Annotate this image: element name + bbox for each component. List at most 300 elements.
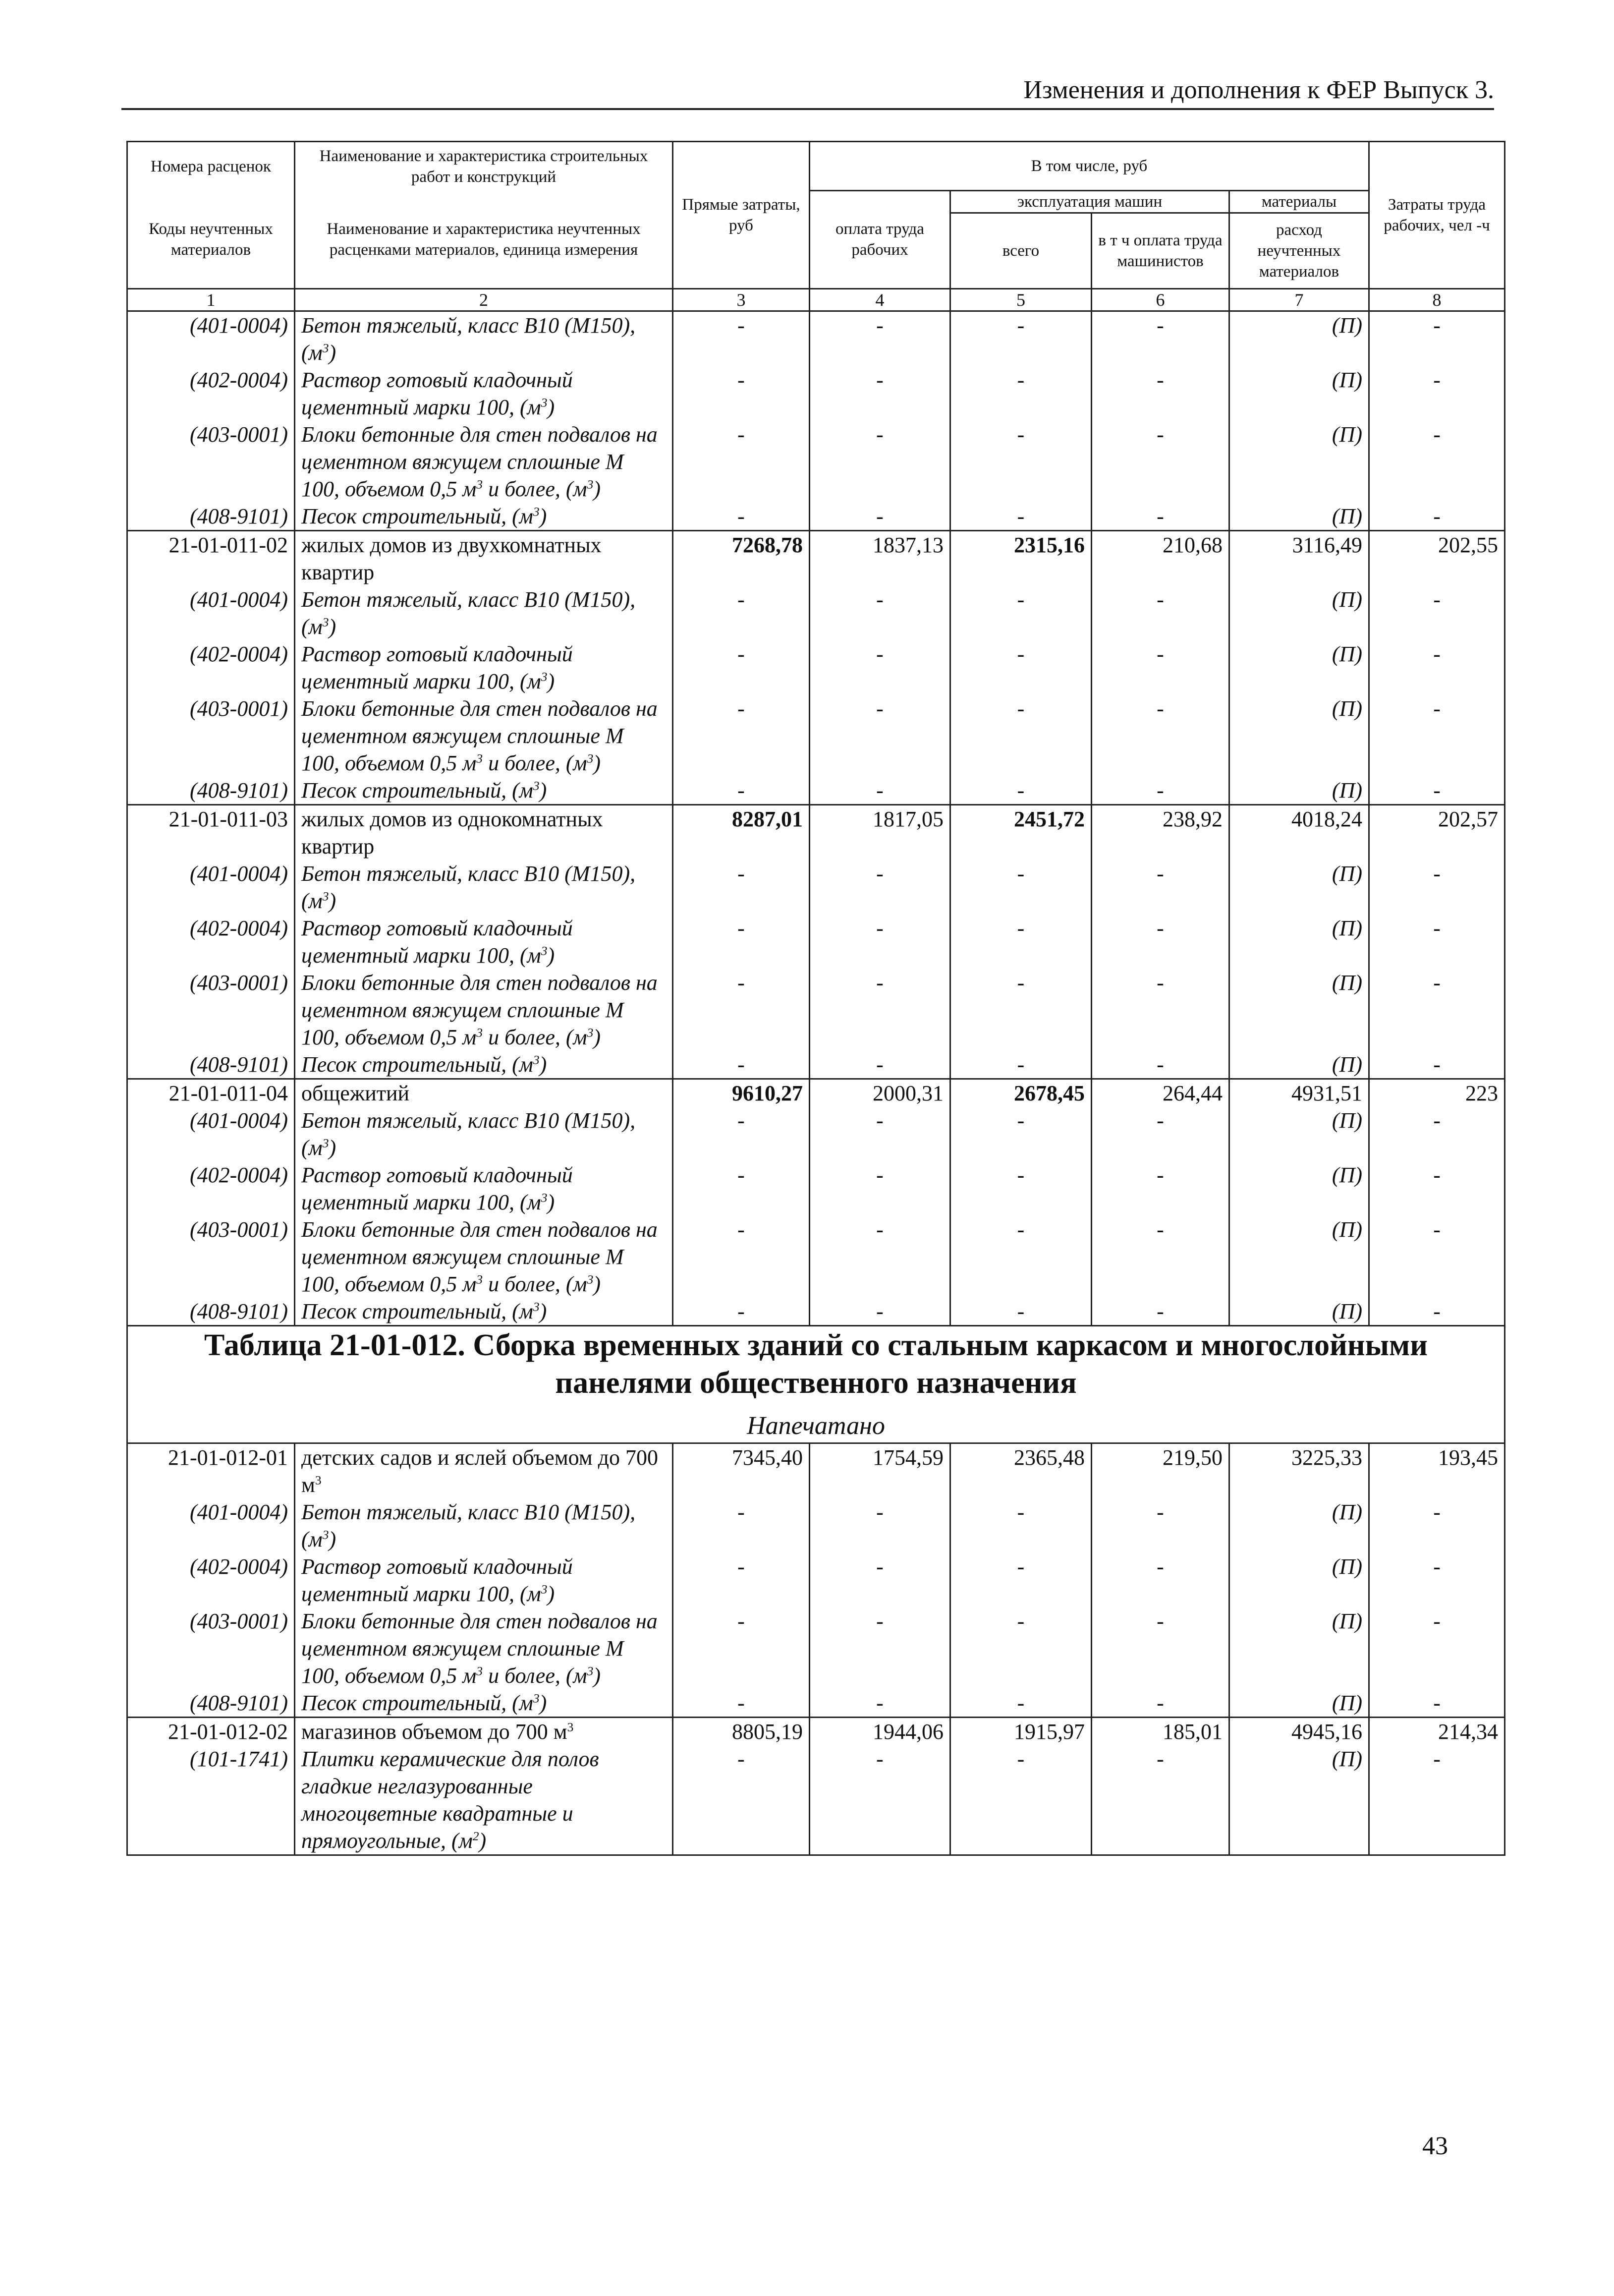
header-col8: Затраты труда рабочих, чел -ч — [1369, 142, 1505, 289]
empty-value-cell: - — [810, 1745, 950, 1855]
unaccounted-material-cell: (П) — [1229, 860, 1369, 915]
header-col3: Прямые затраты, руб — [673, 142, 810, 289]
unaccounted-material-cell: (П) — [1229, 1745, 1369, 1855]
text: и более, (м — [483, 1025, 587, 1049]
material-code: (401-0004) — [127, 1498, 295, 1553]
empty-value-cell: - — [810, 1216, 950, 1298]
material-name — [295, 503, 673, 531]
machinists-pay: 219,50 — [1092, 1443, 1229, 1499]
empty-value-cell: - — [950, 1689, 1092, 1718]
empty-value-cell: - — [810, 503, 950, 531]
unaccounted-material-cell: (П) — [1229, 586, 1369, 640]
empty-value-cell: - — [1369, 640, 1505, 695]
column-number: 2 — [295, 289, 673, 311]
text: Блоки бетонные для стен подвалов на цементном вяжущем сплошные М 100, объемом 0,5 м — [301, 971, 658, 1049]
empty-value-cell: - — [1092, 695, 1229, 777]
unaccounted-material-cell: (П) — [1229, 1051, 1369, 1079]
empty-value-cell: - — [950, 503, 1092, 531]
material-row — [127, 695, 1505, 777]
rate-code: 21-01-011-04 — [127, 1079, 295, 1107]
material-code: (401-0004) — [127, 860, 295, 915]
empty-value-cell: - — [673, 969, 810, 1051]
text: Песок строительный, (м — [301, 1299, 533, 1323]
text: и более, (м — [483, 477, 587, 501]
empty-value-cell: - — [1369, 1498, 1505, 1553]
header-col1-top: Номера расценок — [127, 142, 295, 191]
empty-value-cell: - — [1092, 1745, 1229, 1855]
empty-value-cell: - — [673, 1107, 810, 1161]
unaccounted-material-cell: (П) — [1229, 695, 1369, 777]
text: Бетон тяжелый, класс B10 (М150), (м — [301, 1108, 636, 1160]
text: Раствор готовый кладочный цементный марки 100, (м — [301, 1554, 573, 1606]
text: ) — [593, 751, 601, 775]
empty-value-cell: - — [950, 1216, 1092, 1298]
labor-pay: 1837,13 — [810, 531, 950, 586]
labor-pay: 1817,05 — [810, 805, 950, 861]
material-name — [295, 1107, 673, 1161]
text: ) — [547, 1582, 555, 1606]
empty-value-cell: - — [810, 1689, 950, 1718]
empty-value-cell: - — [1092, 1498, 1229, 1553]
empty-value-cell: - — [950, 1051, 1092, 1079]
header-col2-bottom: Наименование и характеристика неучтенных расценками материалов, единица измерения — [295, 190, 673, 289]
text: Блоки бетонные для стен подвалов на цементном вяжущем сплошные М 100, объемом 0,5 м — [301, 1609, 658, 1688]
machines-total: 2678,45 — [950, 1079, 1092, 1107]
unit-superscript: 3 — [476, 1272, 483, 1287]
empty-value-cell: - — [950, 695, 1092, 777]
empty-value-cell: - — [950, 366, 1092, 421]
unit-superscript: 3 — [322, 1527, 329, 1542]
material-code: (408-9101) — [127, 1051, 295, 1079]
text: общежитий — [301, 1081, 410, 1105]
text: Бетон тяжелый, класс B10 (М150), (м — [301, 313, 636, 365]
text: ) — [547, 1190, 555, 1214]
empty-value-cell: - — [1369, 1216, 1505, 1298]
column-number: 5 — [950, 289, 1092, 311]
rate-row — [127, 1443, 1505, 1499]
unaccounted-material-cell: (П) — [1229, 1498, 1369, 1553]
material-row — [127, 969, 1505, 1051]
empty-value-cell: - — [950, 1107, 1092, 1161]
material-code: (403-0001) — [127, 1216, 295, 1298]
empty-value-cell: - — [673, 695, 810, 777]
text: Песок строительный, (м — [301, 1052, 533, 1077]
unit-superscript: 3 — [476, 1025, 483, 1040]
material-row — [127, 860, 1505, 915]
machines-total: 1915,97 — [950, 1718, 1092, 1746]
material-code: (408-9101) — [127, 1298, 295, 1326]
header-group: В том числе, руб — [810, 142, 1369, 191]
empty-value-cell: - — [673, 421, 810, 503]
empty-value-cell: - — [1369, 1298, 1505, 1326]
direct-costs: 8805,19 — [673, 1718, 810, 1746]
unit-superscript: 3 — [533, 1691, 540, 1706]
material-name — [295, 421, 673, 503]
text: Песок строительный, (м — [301, 1691, 533, 1715]
unaccounted-material-cell: (П) — [1229, 969, 1369, 1051]
empty-value-cell: - — [1369, 1161, 1505, 1216]
empty-value-cell: - — [1092, 1553, 1229, 1607]
empty-value-cell: - — [1092, 860, 1229, 915]
material-name — [295, 640, 673, 695]
empty-value-cell: - — [673, 1051, 810, 1079]
material-code: (401-0004) — [127, 1107, 295, 1161]
empty-value-cell: - — [950, 1298, 1092, 1326]
empty-value-cell: - — [810, 695, 950, 777]
material-name — [295, 1051, 673, 1079]
text: ) — [329, 615, 336, 639]
unaccounted-material-cell: (П) — [1229, 503, 1369, 531]
empty-value-cell: - — [1369, 311, 1505, 367]
material-row — [127, 1689, 1505, 1718]
unit-superscript: 3 — [541, 943, 548, 958]
text: и более, (м — [483, 1272, 587, 1296]
material-row — [127, 777, 1505, 805]
text: ) — [539, 1691, 547, 1715]
unaccounted-material-cell: (П) — [1229, 421, 1369, 503]
header-col4: оплата труда рабочих — [810, 190, 950, 289]
direct-costs: 7345,40 — [673, 1443, 810, 1499]
empty-value-cell: - — [673, 1689, 810, 1718]
machines-total: 2451,72 — [950, 805, 1092, 861]
text: Бетон тяжелый, класс B10 (М150), (м — [301, 1500, 636, 1551]
empty-value-cell: - — [950, 311, 1092, 367]
material-row — [127, 1161, 1505, 1216]
empty-value-cell: - — [1369, 915, 1505, 969]
material-code: (402-0004) — [127, 366, 295, 421]
machines-total: 2365,48 — [950, 1443, 1092, 1499]
material-name — [295, 1689, 673, 1718]
labor-hours: 223 — [1369, 1079, 1505, 1107]
unaccounted-material-cell: (П) — [1229, 777, 1369, 805]
material-code: (408-9101) — [127, 777, 295, 805]
materials-cost: 4018,24 — [1229, 805, 1369, 861]
empty-value-cell: - — [810, 969, 950, 1051]
text: ) — [329, 1527, 336, 1551]
text: ) — [539, 1052, 547, 1077]
materials-cost: 3116,49 — [1229, 531, 1369, 586]
unit-superscript: 3 — [315, 1473, 322, 1488]
unit-superscript: 3 — [322, 889, 329, 904]
empty-value-cell: - — [1369, 1689, 1505, 1718]
material-name — [295, 1498, 673, 1553]
direct-costs: 9610,27 — [673, 1079, 810, 1107]
empty-value-cell: - — [950, 640, 1092, 695]
empty-value-cell: - — [673, 1553, 810, 1607]
material-code: (401-0004) — [127, 586, 295, 640]
header-col5: всего — [950, 213, 1092, 289]
unit-superscript: 3 — [322, 341, 329, 355]
empty-value-cell: - — [1369, 421, 1505, 503]
empty-value-cell: - — [1369, 1107, 1505, 1161]
rate-code: 21-01-011-02 — [127, 531, 295, 586]
material-name — [295, 311, 673, 367]
header-col2-top: Наименование и характеристика строительных работ и конструкций — [295, 142, 673, 191]
material-code: (402-0004) — [127, 640, 295, 695]
material-row — [127, 1051, 1505, 1079]
empty-value-cell: - — [1092, 1689, 1229, 1718]
empty-value-cell: - — [1369, 695, 1505, 777]
column-number: 4 — [810, 289, 950, 311]
material-row — [127, 1607, 1505, 1689]
material-name — [295, 1216, 673, 1298]
empty-value-cell: - — [950, 777, 1092, 805]
material-code: (401-0004) — [127, 311, 295, 367]
table-body — [127, 142, 1505, 1855]
text: Блоки бетонные для стен подвалов на цементном вяжущем сплошные М 100, объемом 0,5 м — [301, 1217, 658, 1296]
column-number: 8 — [1369, 289, 1505, 311]
material-row — [127, 366, 1505, 421]
empty-value-cell: - — [1092, 1161, 1229, 1216]
material-name — [295, 1607, 673, 1689]
empty-value-cell: - — [1092, 1216, 1229, 1298]
unit-superscript: 3 — [541, 669, 548, 684]
rate-name — [295, 1443, 673, 1499]
empty-value-cell: - — [1092, 1298, 1229, 1326]
unit-superscript: 3 — [541, 1582, 548, 1597]
rate-name — [295, 805, 673, 861]
materials-cost: 4945,16 — [1229, 1718, 1369, 1746]
text: и более, (м — [483, 1664, 587, 1688]
material-name — [295, 1553, 673, 1607]
empty-value-cell: - — [1092, 311, 1229, 367]
empty-value-cell: - — [810, 1498, 950, 1553]
header-col1-bottom: Коды неучтенных материалов — [127, 190, 295, 289]
material-code: (408-9101) — [127, 503, 295, 531]
column-number: 6 — [1092, 289, 1229, 311]
header-col6: в т ч оплата труда машинистов — [1092, 213, 1229, 289]
empty-value-cell: - — [1369, 503, 1505, 531]
empty-value-cell: - — [950, 1161, 1092, 1216]
column-number: 3 — [673, 289, 810, 311]
labor-hours: 193,45 — [1369, 1443, 1505, 1499]
empty-value-cell: - — [810, 366, 950, 421]
empty-value-cell: - — [1369, 860, 1505, 915]
empty-value-cell: - — [673, 777, 810, 805]
material-code: (402-0004) — [127, 1553, 295, 1607]
unaccounted-material-cell: (П) — [1229, 915, 1369, 969]
text: ) — [329, 889, 336, 913]
empty-value-cell: - — [673, 1161, 810, 1216]
text: ) — [539, 504, 547, 528]
empty-value-cell: - — [1092, 777, 1229, 805]
unit-superscript: 3 — [322, 1136, 329, 1150]
rate-name — [295, 531, 673, 586]
empty-value-cell: - — [810, 1161, 950, 1216]
material-code: (403-0001) — [127, 695, 295, 777]
empty-value-cell: - — [950, 1553, 1092, 1607]
rate-row — [127, 1079, 1505, 1107]
text: ) — [547, 395, 555, 419]
empty-value-cell: - — [1092, 421, 1229, 503]
unit-superscript: 3 — [533, 1052, 540, 1067]
machinists-pay: 185,01 — [1092, 1718, 1229, 1746]
text: Раствор готовый кладочный цементный марки 100, (м — [301, 642, 573, 693]
material-code: (403-0001) — [127, 421, 295, 503]
unaccounted-material-cell: (П) — [1229, 366, 1369, 421]
material-code: (403-0001) — [127, 1607, 295, 1689]
material-code: (402-0004) — [127, 915, 295, 969]
text: ) — [479, 1829, 487, 1853]
unit-superscript: 3 — [476, 477, 483, 492]
empty-value-cell: - — [1369, 586, 1505, 640]
text: ) — [329, 1136, 336, 1160]
rate-row — [127, 805, 1505, 861]
material-name — [295, 695, 673, 777]
labor-hours: 214,34 — [1369, 1718, 1505, 1746]
material-code: (101-1741) — [127, 1745, 295, 1855]
material-row — [127, 1216, 1505, 1298]
labor-pay: 2000,31 — [810, 1079, 950, 1107]
machines-total: 2315,16 — [950, 531, 1092, 586]
unit-superscript: 3 — [541, 1190, 548, 1205]
empty-value-cell: - — [810, 1553, 950, 1607]
empty-value-cell: - — [673, 1745, 810, 1855]
empty-value-cell: - — [673, 1298, 810, 1326]
empty-value-cell: - — [673, 1498, 810, 1553]
empty-value-cell: - — [950, 1607, 1092, 1689]
unit-superscript: 3 — [533, 504, 540, 519]
text: жилых домов из двухкомнатных квартир — [301, 533, 602, 584]
unit-superscript: 3 — [533, 1299, 540, 1314]
empty-value-cell: - — [1369, 1607, 1505, 1689]
table-title-row — [127, 1326, 1505, 1443]
material-row — [127, 640, 1505, 695]
unit-superscript: 3 — [587, 477, 594, 492]
page-header: Изменения и дополнения к ФЕР Выпуск 3. — [121, 74, 1494, 110]
materials-cost: 4931,51 — [1229, 1079, 1369, 1107]
text: ) — [593, 1272, 601, 1296]
header-machines: эксплуатация машин — [950, 190, 1229, 213]
empty-value-cell: - — [950, 586, 1092, 640]
machinists-pay: 210,68 — [1092, 531, 1229, 586]
unit-superscript: 2 — [472, 1829, 479, 1843]
column-number: 7 — [1229, 289, 1369, 311]
empty-value-cell: - — [1369, 777, 1505, 805]
labor-hours: 202,55 — [1369, 531, 1505, 586]
empty-value-cell: - — [950, 915, 1092, 969]
rate-name — [295, 1718, 673, 1746]
empty-value-cell: - — [1369, 366, 1505, 421]
empty-value-cell: - — [810, 777, 950, 805]
empty-value-cell: - — [1092, 503, 1229, 531]
empty-value-cell: - — [1369, 1051, 1505, 1079]
column-number-row — [127, 289, 1505, 311]
text: ) — [547, 669, 555, 693]
material-row — [127, 1107, 1505, 1161]
machinists-pay: 264,44 — [1092, 1079, 1229, 1107]
text: ) — [539, 1299, 547, 1323]
unaccounted-material-cell: (П) — [1229, 1161, 1369, 1216]
rate-name — [295, 1079, 673, 1107]
labor-pay: 1754,59 — [810, 1443, 950, 1499]
empty-value-cell: - — [1092, 640, 1229, 695]
unaccounted-material-cell: (П) — [1229, 1107, 1369, 1161]
empty-value-cell: - — [673, 860, 810, 915]
empty-value-cell: - — [950, 1745, 1092, 1855]
empty-value-cell: - — [1092, 915, 1229, 969]
empty-value-cell: - — [673, 311, 810, 367]
text: Бетон тяжелый, класс B10 (М150), (м — [301, 861, 636, 913]
empty-value-cell: - — [1092, 1607, 1229, 1689]
unaccounted-material-cell: (П) — [1229, 1607, 1369, 1689]
text: Раствор готовый кладочный цементный марки 100, (м — [301, 368, 573, 419]
empty-value-cell: - — [1092, 1051, 1229, 1079]
unit-superscript: 3 — [587, 1664, 594, 1678]
empty-value-cell: - — [673, 503, 810, 531]
text: Плитки керамические для полов гладкие неглазурованные многоцветные квадратные и прямоугольные, (м — [301, 1747, 599, 1853]
unit-superscript: 3 — [322, 615, 329, 630]
empty-value-cell: - — [810, 1107, 950, 1161]
text: детских садов и яслей объемом до 700 м — [301, 1445, 659, 1497]
price-table — [126, 141, 1505, 1856]
material-name — [295, 1298, 673, 1326]
unaccounted-material-cell: (П) — [1229, 1689, 1369, 1718]
material-row — [127, 311, 1505, 367]
unaccounted-material-cell: (П) — [1229, 311, 1369, 367]
empty-value-cell: - — [810, 311, 950, 367]
text: Блоки бетонные для стен подвалов на цементном вяжущем сплошные М 100, объемом 0,5 м — [301, 696, 658, 775]
unit-superscript: 3 — [476, 751, 483, 766]
empty-value-cell: - — [673, 1607, 810, 1689]
material-row — [127, 1498, 1505, 1553]
rate-code: 21-01-012-02 — [127, 1718, 295, 1746]
material-name — [295, 969, 673, 1051]
empty-value-cell: - — [810, 1298, 950, 1326]
unit-superscript: 3 — [567, 1720, 574, 1734]
material-row — [127, 1298, 1505, 1326]
empty-value-cell: - — [810, 640, 950, 695]
text: Песок строительный, (м — [301, 778, 533, 803]
empty-value-cell: - — [950, 969, 1092, 1051]
material-name — [295, 915, 673, 969]
material-row — [127, 586, 1505, 640]
empty-value-cell: - — [673, 586, 810, 640]
empty-value-cell: - — [810, 421, 950, 503]
machinists-pay: 238,92 — [1092, 805, 1229, 861]
empty-value-cell: - — [810, 860, 950, 915]
text: магазинов объемом до 700 м — [301, 1720, 567, 1744]
text: ) — [593, 1025, 601, 1049]
unit-superscript: 3 — [587, 1272, 594, 1287]
rate-row — [127, 1718, 1505, 1746]
unit-superscript: 3 — [587, 1025, 594, 1040]
text: ) — [329, 341, 336, 365]
text: и более, (м — [483, 751, 587, 775]
material-name — [295, 586, 673, 640]
rate-code: 21-01-011-03 — [127, 805, 295, 861]
column-number: 1 — [127, 289, 295, 311]
material-name — [295, 1745, 673, 1855]
header-row — [127, 142, 1505, 191]
empty-value-cell: - — [810, 1607, 950, 1689]
unaccounted-material-cell: (П) — [1229, 1553, 1369, 1607]
header-row — [127, 190, 1505, 213]
material-row — [127, 915, 1505, 969]
page-number: 43 — [1422, 2132, 1448, 2160]
material-name — [295, 366, 673, 421]
text: Блоки бетонные для стен подвалов на цементном вяжущем сплошные М 100, объемом 0,5 м — [301, 422, 658, 501]
material-row — [127, 1553, 1505, 1607]
material-code: (403-0001) — [127, 969, 295, 1051]
empty-value-cell: - — [810, 1051, 950, 1079]
unit-superscript: 3 — [533, 778, 540, 793]
unit-superscript: 3 — [476, 1664, 483, 1678]
text: Бетон тяжелый, класс B10 (М150), (м — [301, 587, 636, 639]
empty-value-cell: - — [1092, 1107, 1229, 1161]
text: ) — [547, 943, 555, 968]
text: Раствор готовый кладочный цементный марки 100, (м — [301, 1163, 573, 1214]
